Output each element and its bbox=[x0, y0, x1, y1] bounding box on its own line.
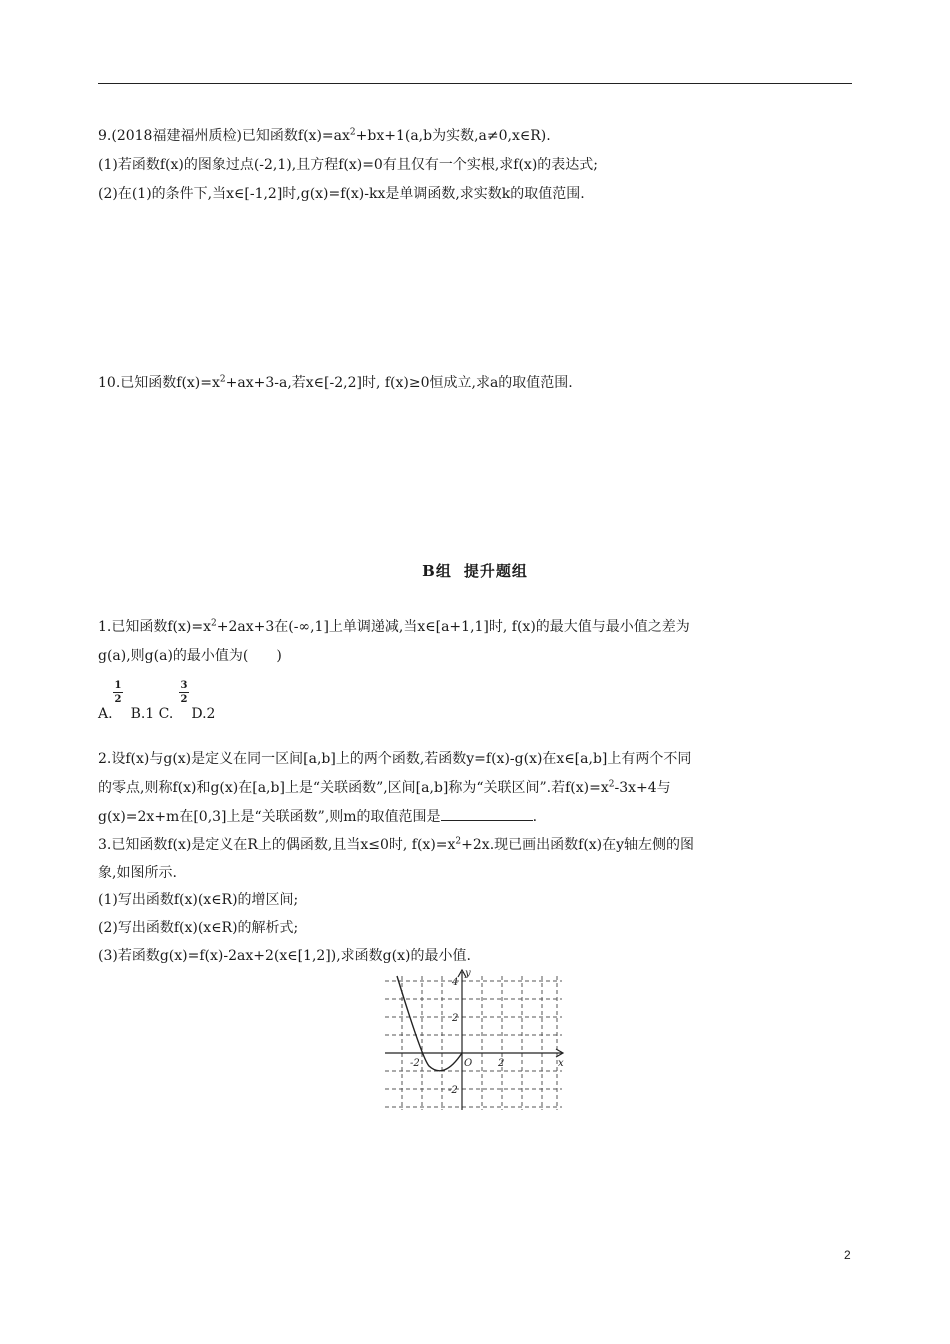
b2-line1: 2.设f(x)与g(x)是定义在同一区间[a,b]上的两个函数,若函数y=f(x)-g(x)在x∈[a,b]上有两个不同 bbox=[98, 751, 692, 767]
q9-part1: (1)若函数f(x)的图象过点(-2,1),且方程f(x)=0有且仅有一个实根,求f(x)的表达式; bbox=[98, 157, 599, 173]
b1-fraction-c: 3 2 bbox=[180, 680, 188, 705]
page-number: 2 bbox=[844, 1248, 851, 1262]
tick-x-neg2: -2 bbox=[410, 1058, 420, 1069]
y-axis-label: y bbox=[465, 968, 471, 979]
tick-y-neg2: -2 bbox=[448, 1085, 458, 1096]
b2-line2: 的零点,则称f(x)和g(x)在[a,b]上是“关联函数”,区间[a,b]称为“关联区间”.若$f(x)=x^2-3x+4$与 bbox=[98, 779, 671, 796]
origin-label: O bbox=[464, 1058, 473, 1069]
b1-options: A. B.1 C. D.2 bbox=[98, 706, 216, 722]
b3-part2: (2)写出函数f(x)(x∈R)的解析式; bbox=[98, 920, 299, 936]
x-axis-label: x bbox=[558, 1058, 564, 1069]
tick-y-2: 2 bbox=[452, 1013, 459, 1024]
q10-stem: 10.已知函数$f(x)=x^2+ax+3-a$,若x∈[-2,2]时, f(x)≥0恒成立,求a的取值范围. bbox=[98, 374, 573, 391]
grid-lines bbox=[385, 976, 562, 1110]
b1-line1: 1.已知函数$f(x)=x^2+2ax+3$在(-∞,1]上单调递减,当x∈[a+1,1]时, f(x)的最大值与最小值之差为 bbox=[98, 618, 690, 635]
b3-line1: 3.已知函数f(x)是定义在R上的偶函数,且当x≤0时, $f(x)=x^2+2x$.现已画出函数f(x)在y轴左侧的图 bbox=[98, 836, 695, 853]
tick-x-2: 2 bbox=[498, 1058, 505, 1069]
group-b-heading: B组 提升题组 bbox=[422, 562, 528, 580]
b3-part3: (3)若函数g(x)=f(x)-2ax+2(x∈[1,2]),求函数g(x)的最小值. bbox=[98, 948, 471, 964]
b2-line3: g(x)=2x+m在[0,3]上是“关联函数”,则m的取值范围是 . bbox=[98, 806, 537, 827]
q9-stem: 9.(2018福建福州质检)已知函数$f(x)=ax^2+bx+1(a,b$为实数,a≠0,x∈R). bbox=[98, 127, 551, 144]
b3-part1: (1)写出函数f(x)(x∈R)的增区间; bbox=[98, 892, 299, 908]
b1-line2: g(a),则g(a)的最小值为( ) bbox=[98, 648, 282, 664]
b3-line2: 象,如图所示. bbox=[98, 865, 177, 881]
b1-fraction-a: 1 2 bbox=[114, 680, 122, 705]
answer-blank[interactable] bbox=[441, 806, 533, 821]
tick-y-4: 4 bbox=[452, 977, 459, 988]
function-graph bbox=[380, 968, 570, 1113]
axes bbox=[385, 970, 563, 1110]
q9-part2: (2)在(1)的条件下,当x∈[-1,2]时,g(x)=f(x)-kx是单调函数,求实数k的取值范围. bbox=[98, 186, 585, 202]
top-rule bbox=[98, 83, 852, 84]
